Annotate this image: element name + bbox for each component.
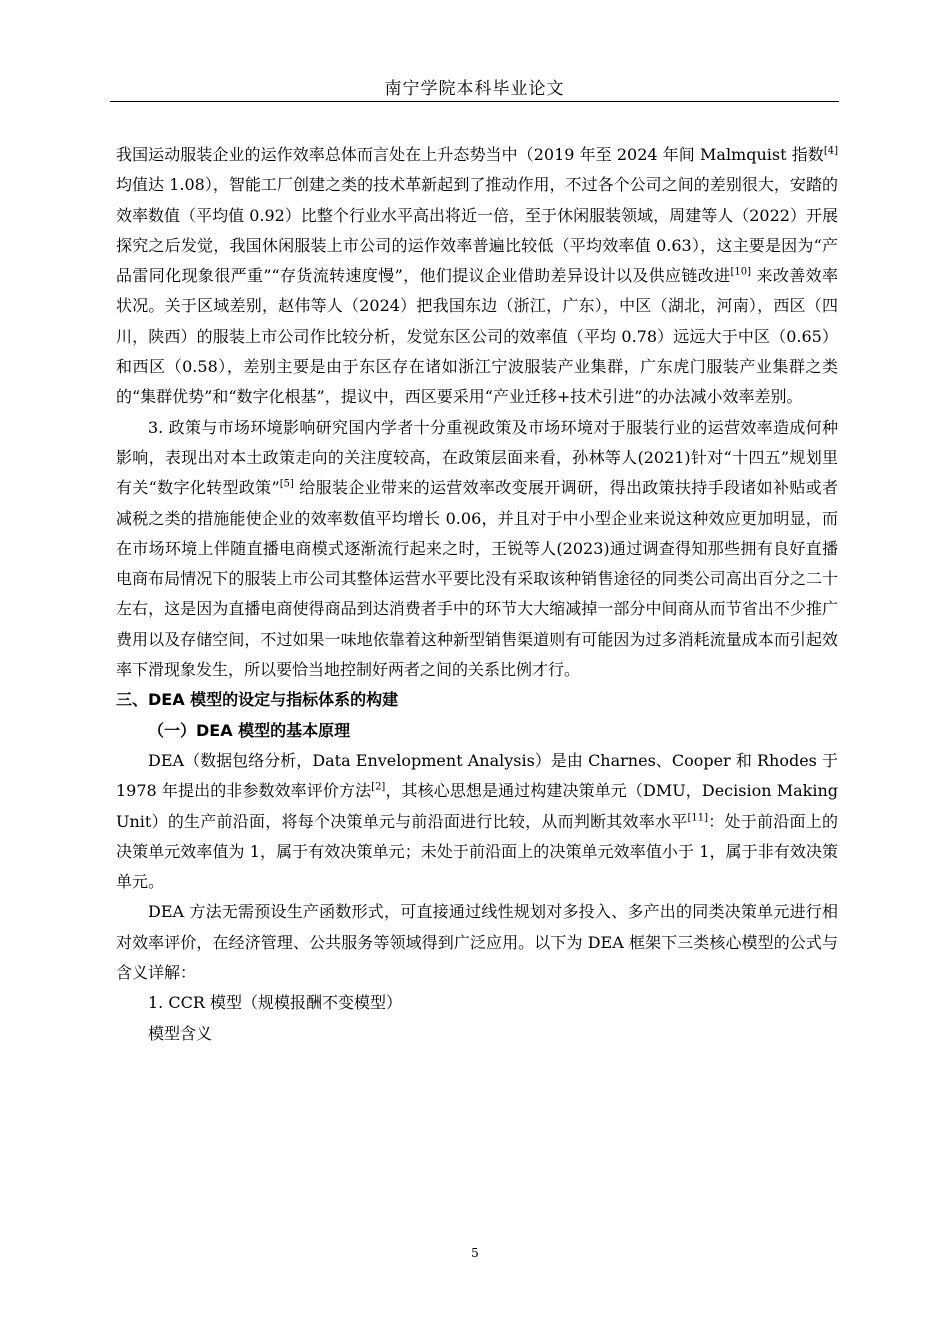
text-run: 我国运动服装企业的运作效率总体而言处在上升态势当中（2019 年至 2024 年间 Malmquist 指数 [116, 145, 824, 164]
text-run: （一）DEA 模型的基本原理 [148, 720, 351, 740]
citation-ref: [11] [687, 812, 709, 824]
paragraph [116, 140, 838, 413]
text-run: 均值达 1.08），智能工厂创建之类的技术革新起到了推动作用，不过各个公司之间的差别很大，安踏的效率数值（平均值 0.92）比整个行业水平高出将近一倍，至于休闲服装领域，周建等人（2022）开展探究之后发觉，我国休闲服装上市公司的运作效率普遍比较低（平均效率值 0.63），这主要是因为“产品雷同化现象很严重”“存货流转速度慢”，他们提议企业借助差异设计以及供应链改进 [116, 175, 838, 286]
body-text [116, 140, 838, 1049]
section-heading [116, 685, 838, 715]
text-run: 模型含义 [148, 1023, 213, 1043]
header-divider [110, 101, 839, 102]
citation-ref: [10] [730, 266, 752, 278]
citation-ref: [2] [371, 781, 386, 793]
paragraph [116, 1019, 838, 1049]
text-run: 给服装企业带来的运营效率改变展开调研，得出政策扶持手段诸如补贴或者减税之类的措施能使企业的效率数值平均增长 0.06，并且对于中小型企业来说这种效应更加明显，而在市场环境上伴随直播电商模式逐渐流行起来之时，王锐等人(2023)通过调查得知那些拥有良好直播电商布局情况下的服装上市公司其整体运营水平要比没有采取该种销售途径的同类公司高出百分之二十左右，这是因为直播电商使得商品到达消费者手中的环节大大缩减掉一部分中间商从而节省出不少推广费用以及存储空间，不过如果一味地依靠着这种新型销售渠道则有可能因为过多消耗流量成本而引起效率下滑现象发生，所以要恰当地控制好两者之间的关系比例才行。 [116, 478, 838, 680]
paragraph [116, 988, 838, 1018]
running-header: 南宁学院本科毕业论文 [384, 79, 565, 99]
text-run: 三、DEA 模型的设定与指标体系的构建 [116, 690, 399, 710]
text-run: ，其核心思想是通过构建决策单元（DMU，Decision Making Unit）的生产前沿面，将每个决策单元与前沿面进行比较，从而判断其效率水平 [116, 781, 838, 831]
text-run: ：处于前沿面上的决策单元效率值为 1，属于有效决策单元；未处于前沿面上的决策单元效率值小于 1，属于非有效决策单元。 [116, 811, 838, 892]
text-run: 3. 政策与市场环境影响研究国内学者十分重视政策及市场环境对于服装行业的运营效率造成何种影响，表现出对本土政策走向的关注度较高，在政策层面来看，孙林等人(2021)针对“十四五”规划里有关“数字化转型政策” [116, 417, 838, 498]
subsection-heading [116, 716, 838, 746]
paragraph [116, 897, 838, 988]
citation-ref: [5] [279, 478, 294, 490]
page-number: 5 [471, 1246, 479, 1260]
text-run: DEA（数据包络分析，Data Envelopment Analysis）是由 Charnes、Cooper 和 Rhodes 于 1978 年提出的非参数效率评价方法 [116, 750, 838, 801]
paragraph [116, 746, 838, 897]
text-run: 来改善效率状况。关于区域差别，赵伟等人（2024）把我国东边（浙江，广东），中区（湖北，河南），西区（四川，陕西）的服装上市公司作比较分析，发觉东区公司的效率值（平均 0.78）远远大于中区（0.65）和西区（0.58），差别主要是由于东区存在诸如浙江宁波服装产业集群，广东虎门服装产业集群之类的“集群优势”和“数字化根基”，提议中，西区要采用“产业迁移+技术引进”的办法减小效率差别。 [116, 266, 838, 407]
text-run: DEA 方法无需预设生产函数形式，可直接通过线性规划对多投入、多产出的同类决策单元进行相对效率评价，在经济管理、公共服务等领域得到广泛应用。以下为 DEA 框架下三类核心模型的公式与含义详解： [116, 902, 838, 983]
text-run: 1. CCR 模型（规模报酬不变模型） [148, 993, 402, 1013]
citation-ref: [4] [823, 145, 838, 157]
paragraph [116, 413, 838, 686]
